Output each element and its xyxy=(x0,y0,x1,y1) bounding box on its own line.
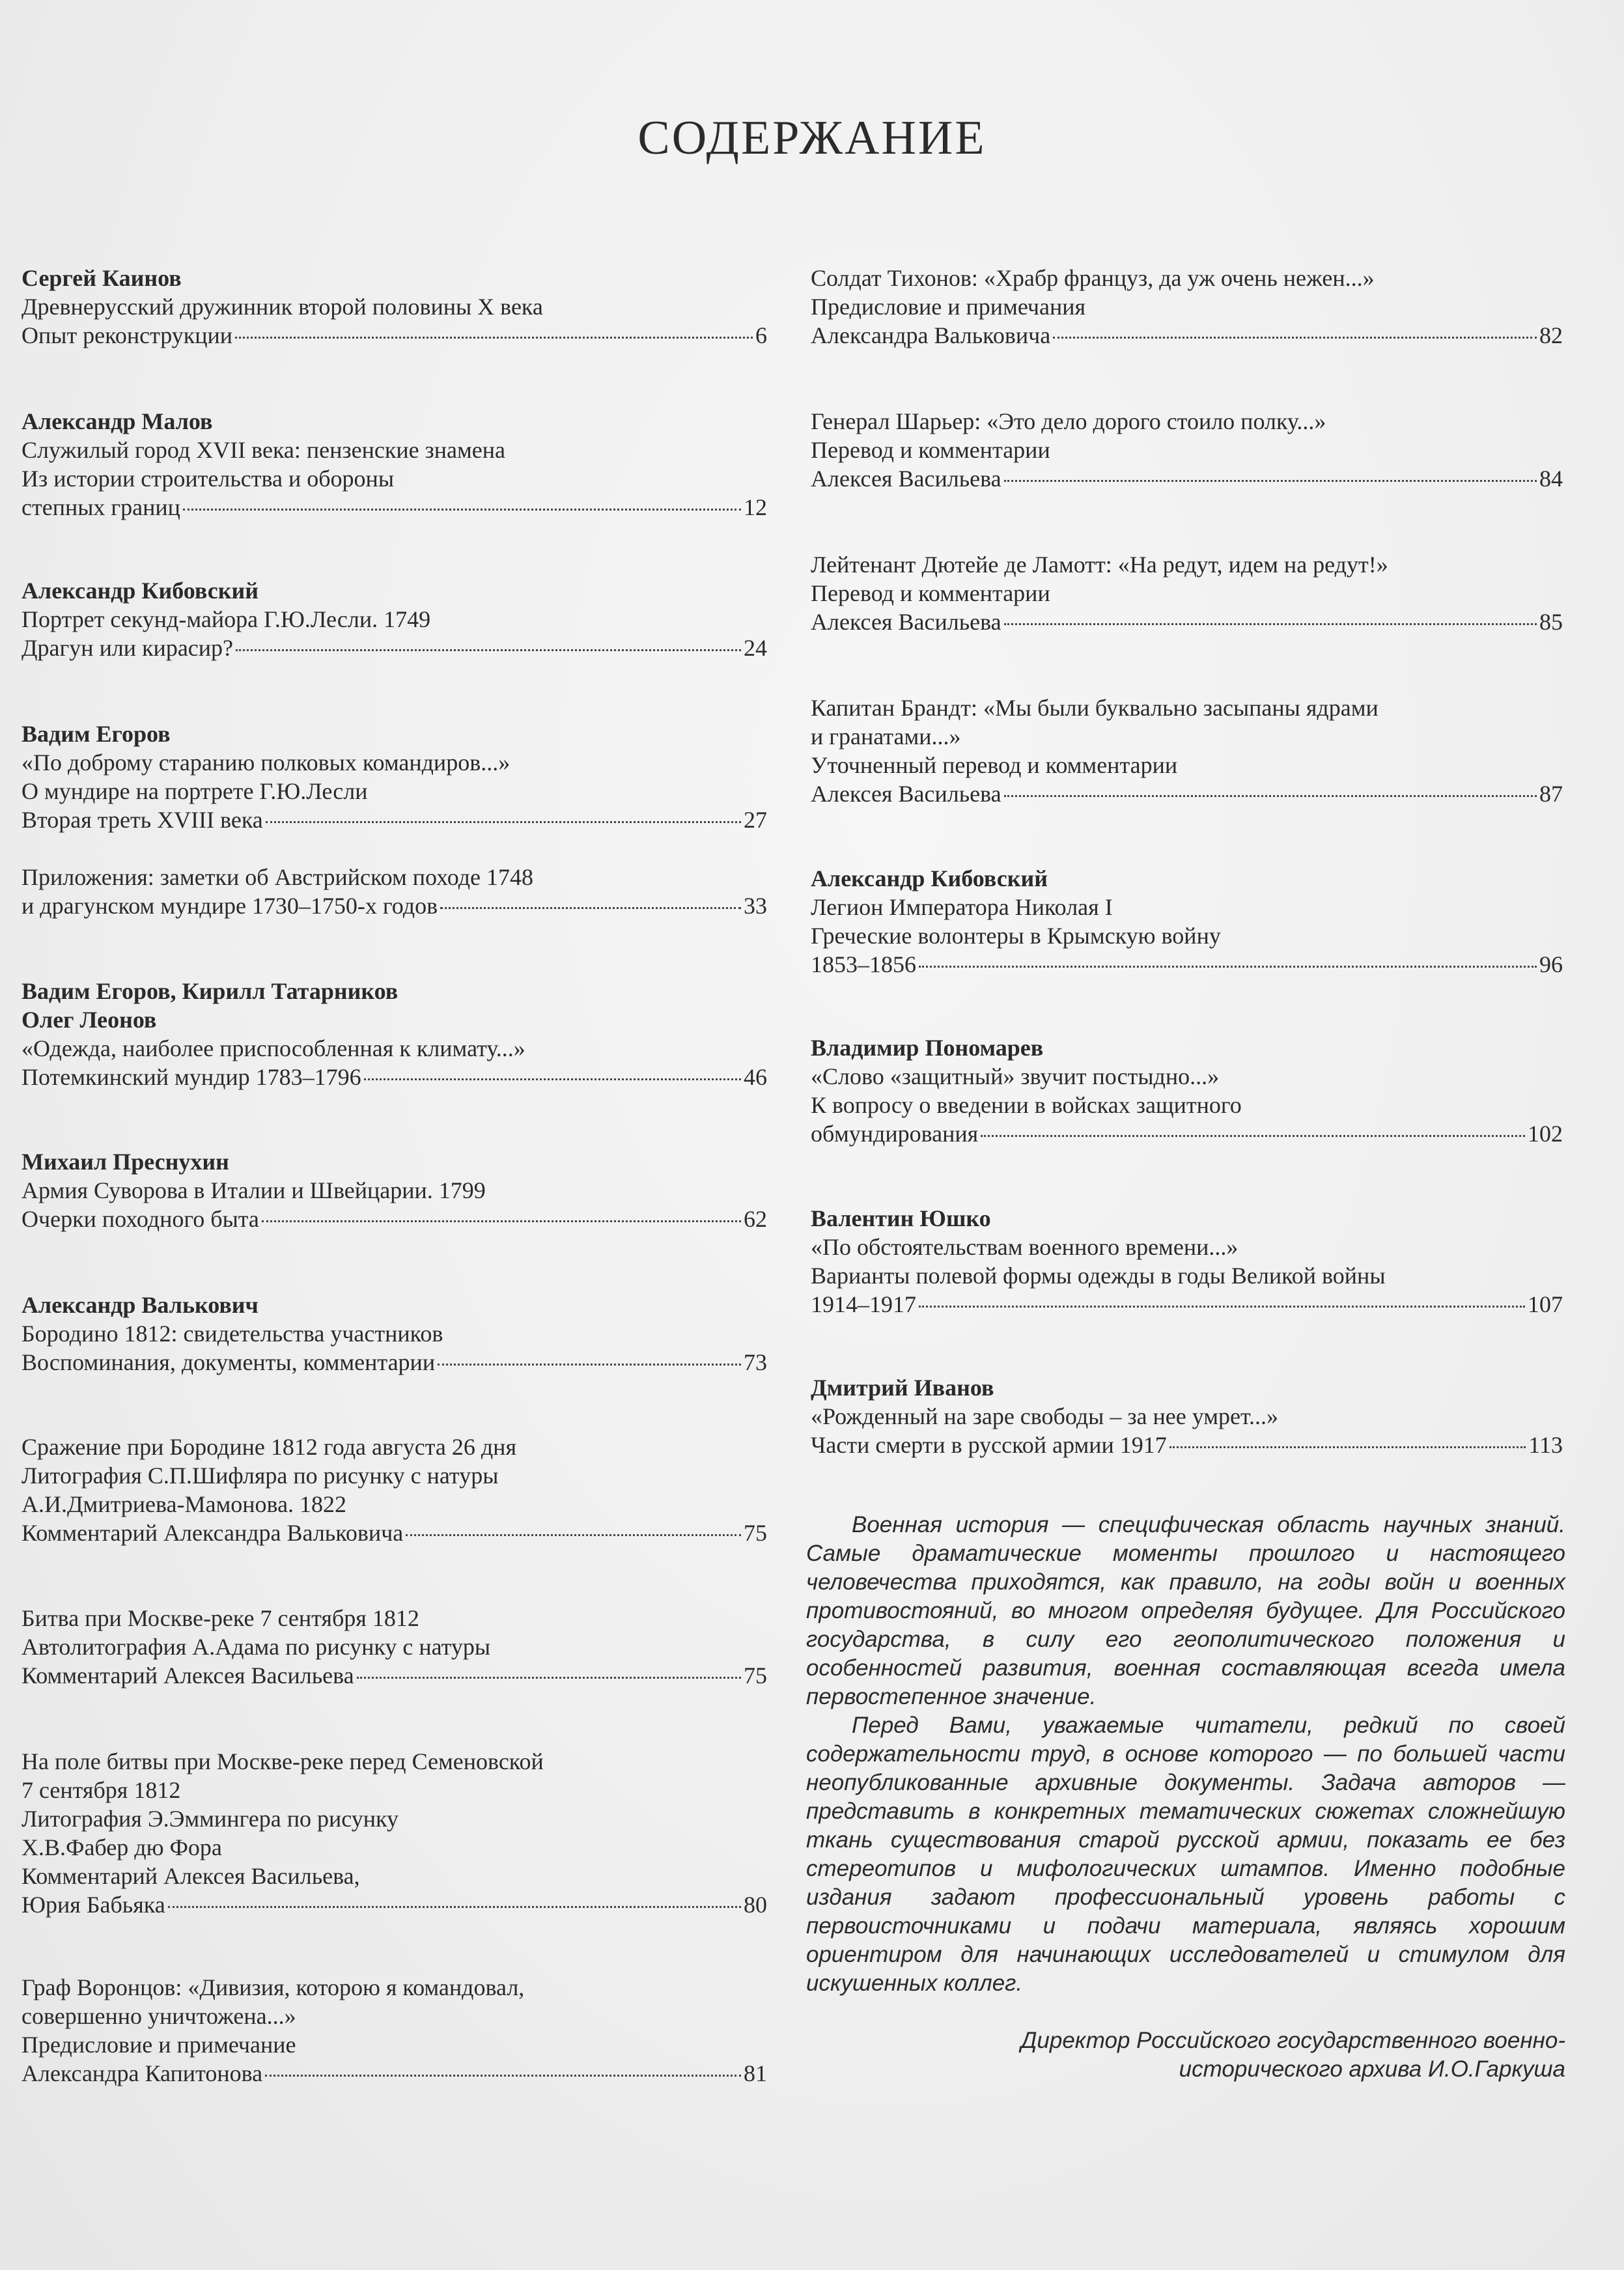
dot-leader xyxy=(440,907,741,909)
toc-title-line: Древнерусский дружинник второй половины X века xyxy=(21,294,543,320)
toc-author: Владимир Пономарев xyxy=(811,1035,1044,1061)
toc-entry xyxy=(21,720,767,834)
toc-entry xyxy=(811,407,1563,493)
page-number: 96 xyxy=(1539,951,1563,977)
toc-title-line: Предисловие и примечание xyxy=(21,2032,296,2058)
toc-title-line: Из истории строительства и обороны xyxy=(21,466,395,492)
dot-leader xyxy=(919,966,1537,968)
toc-author: Александр Валькович xyxy=(21,1292,259,1318)
toc-title-line: Воспоминания, документы, комментарии xyxy=(21,1349,436,1375)
toc-author: Вадим Егоров xyxy=(21,721,171,747)
toc-title-line: Служилый город XVII века: пензенские знамена xyxy=(21,437,506,463)
toc-title-line: На поле битвы при Москве-реке перед Семеновской xyxy=(21,1748,544,1774)
toc-title-line: Комментарий Алексея Васильева xyxy=(21,1662,354,1688)
toc-page-line xyxy=(21,1661,767,1690)
page-number: 6 xyxy=(755,322,767,348)
foreword-paragraph-2: Перед Вами, уважаемые читатели, редкий по своей содержательности труд, в основе которого — по большей части неопубликованные архивные документы. Задача авторов — представить в конкретных тематических сюжетах сложнейшую ткань существования старой русской армии, показать ее без стереотипов и мифологических штампов. Именно подобные издания задают профессиональный уровень работы с первоисточниками и подачи материала, являясь хорошим ориентиром для начинающих исследователей и стимулом для искушенных коллег. xyxy=(806,1713,1565,1996)
page-number: 75 xyxy=(744,1520,767,1546)
foreword xyxy=(806,1511,1565,1998)
dot-leader xyxy=(981,1135,1525,1137)
dot-leader xyxy=(183,509,741,511)
toc-title-line: Генерал Шарьер: «Это дело дорого стоило полку...» xyxy=(811,408,1326,434)
page-number: 113 xyxy=(1528,1432,1563,1458)
toc-author: Михаил Преснухин xyxy=(21,1149,229,1175)
toc-title-line: К вопросу о введении в войсках защитного xyxy=(811,1092,1242,1118)
toc-title-line: Алексея Васильева xyxy=(811,466,1001,492)
toc-page-line xyxy=(21,493,767,522)
dot-leader xyxy=(1004,795,1537,797)
dot-leader xyxy=(364,1078,741,1080)
toc-entry xyxy=(21,1604,767,1690)
toc-page-line xyxy=(811,608,1563,636)
toc-title-line: совершенно уничтожена...» xyxy=(21,2003,296,2029)
toc-author: Сергей Каинов xyxy=(21,265,182,291)
toc-title-line: Юрия Бабьяка xyxy=(21,1892,165,1918)
toc-page-line xyxy=(21,806,767,834)
dot-leader xyxy=(236,649,741,651)
page-number: 85 xyxy=(1539,609,1563,635)
toc-page-line xyxy=(21,2059,767,2088)
toc-title-line: Солдат Тихонов: «Храбр француз, да уж очень нежен...» xyxy=(811,265,1375,291)
toc-title-line: Потемкинский мундир 1783–1796 xyxy=(21,1064,361,1090)
toc-author: Александр Кибовский xyxy=(21,578,259,604)
toc-author: Олег Леонов xyxy=(21,1007,157,1033)
dot-leader xyxy=(1004,623,1537,625)
toc-entry xyxy=(21,1291,767,1377)
dot-leader xyxy=(168,1906,741,1908)
toc-page-line xyxy=(21,1063,767,1091)
toc-page-line xyxy=(21,1890,767,1919)
toc-title-line: Греческие волонтеры в Крымскую войну xyxy=(811,923,1221,949)
toc-title-line: Александра Вальковича xyxy=(811,322,1051,348)
toc-entry xyxy=(811,1373,1563,1459)
toc-entry xyxy=(811,264,1563,350)
toc-entry xyxy=(21,576,767,662)
toc-title-line: Граф Воронцов: «Дивизия, которою я командовал, xyxy=(21,1974,525,2000)
toc-entry xyxy=(21,1147,767,1233)
toc-page-line xyxy=(811,464,1563,493)
page-number: 75 xyxy=(744,1662,767,1688)
toc-title-line: Битва при Москве-реке 7 сентября 1812 xyxy=(21,1605,419,1631)
page-number: 73 xyxy=(744,1349,767,1375)
toc-page-line xyxy=(21,1348,767,1377)
toc-entry xyxy=(21,1973,767,2088)
dot-leader xyxy=(406,1534,741,1536)
toc-title-line: Уточненный перевод и комментарии xyxy=(811,752,1178,778)
dot-leader xyxy=(262,1220,741,1222)
foreword-signature xyxy=(806,2026,1565,2084)
dot-leader xyxy=(1004,480,1537,482)
toc-entry xyxy=(811,1033,1563,1148)
toc-title-line: Бородино 1812: свидетельства участников xyxy=(21,1321,443,1347)
toc-title-line: обмундирования xyxy=(811,1121,979,1147)
page-number: 87 xyxy=(1539,781,1563,807)
toc-title-line: О мундире на портрете Г.Ю.Лесли xyxy=(21,778,368,804)
signature-line-2: исторического архива И.О.Гаркуша xyxy=(1179,2056,1565,2082)
toc-title-line: «По обстоятельствам военного времени...» xyxy=(811,1234,1239,1260)
toc-page-line xyxy=(811,779,1563,808)
toc-title-line: Очерки походного быта xyxy=(21,1206,259,1232)
page-number: 82 xyxy=(1539,322,1563,348)
toc-page-line xyxy=(21,1519,767,1547)
toc-page-line xyxy=(811,950,1563,979)
toc-entry xyxy=(21,1747,767,1919)
toc-author: Александр Кибовский xyxy=(811,865,1048,891)
toc-entry xyxy=(811,550,1563,636)
toc-title-line: Армия Суворова в Италии и Швейцарии. 1799 xyxy=(21,1177,486,1203)
toc-title-line: Опыт реконструкции xyxy=(21,322,233,348)
toc-entry xyxy=(811,694,1563,808)
toc-title-line: Капитан Брандт: «Мы были буквально засыпаны ядрами xyxy=(811,695,1379,721)
toc-title-line: Драгун или кирасир? xyxy=(21,635,234,661)
page-number: 107 xyxy=(1528,1291,1563,1317)
toc-title-line: «Одежда, наиболее приспособленная к климату...» xyxy=(21,1035,525,1061)
toc-title-line: Предисловие и примечания xyxy=(811,294,1086,320)
toc-page-line xyxy=(811,321,1563,350)
toc-title-line: Сражение при Бородине 1812 года августа 26 дня xyxy=(21,1434,517,1460)
toc-title-line: Х.В.Фабер дю Фора xyxy=(21,1834,222,1860)
toc-title-line: Перевод и комментарии xyxy=(811,437,1050,463)
toc-title-line: Автолитография А.Адама по рисунку с натуры xyxy=(21,1634,491,1660)
page-number: 81 xyxy=(744,2060,767,2086)
dot-leader xyxy=(1169,1446,1526,1448)
toc-page-line xyxy=(811,1431,1563,1459)
toc-title-line: 1914–1917 xyxy=(811,1291,916,1317)
dot-leader xyxy=(235,337,753,339)
toc-title-line: «По доброму старанию полковых командиров...» xyxy=(21,750,511,776)
toc-entry xyxy=(21,407,767,522)
toc-title-line: Литография С.П.Шифляра по рисунку с натуры xyxy=(21,1463,499,1489)
toc-page-line xyxy=(21,321,767,350)
page-number: 80 xyxy=(744,1892,767,1918)
dot-leader xyxy=(357,1677,741,1679)
page-number: 62 xyxy=(744,1206,767,1232)
toc-author: Дмитрий Иванов xyxy=(811,1375,994,1401)
toc-title-line: Литография Э.Эммингера по рисунку xyxy=(21,1806,399,1832)
toc-title-line: Приложения: заметки об Австрийском походе 1748 xyxy=(21,864,534,890)
toc-entry xyxy=(21,863,767,920)
toc-entry xyxy=(21,264,767,350)
toc-title-line: 1853–1856 xyxy=(811,951,916,977)
foreword-paragraph-1: Военная история — специфическая область научных знаний. Самые драматические моменты прошлого и настоящего человечества приходятся, как правило, на годы войн и военных противостояний, во многом определяя будущее. Для Российского государства, в силу его геополитического положения и особенностей развития, военная составляющая всегда имела первостепенное значение. xyxy=(806,1512,1565,1709)
toc-author: Валентин Юшко xyxy=(811,1205,991,1231)
toc-title-line: Алексея Васильева xyxy=(811,609,1001,635)
toc-page-line xyxy=(811,1119,1563,1148)
page-number: 12 xyxy=(744,494,767,520)
page-number: 102 xyxy=(1528,1121,1563,1147)
toc-page-line xyxy=(21,634,767,662)
toc-title-line: Комментарий Александра Вальковича xyxy=(21,1520,404,1546)
toc-entry xyxy=(811,1204,1563,1319)
toc-title-line: 7 сентября 1812 xyxy=(21,1777,181,1803)
toc-title-line: Александра Капитонова xyxy=(21,2060,263,2086)
toc-page-line xyxy=(811,1290,1563,1319)
toc-title-line: Легион Императора Николая I xyxy=(811,894,1113,920)
page-number: 27 xyxy=(744,807,767,833)
toc-title-line: Части смерти в русской армии 1917 xyxy=(811,1432,1167,1458)
toc-title-line: «Рожденный на заре свободы – за нее умрет...» xyxy=(811,1403,1279,1429)
toc-title-line: степных границ xyxy=(21,494,180,520)
page-number: 84 xyxy=(1539,466,1563,492)
toc-title-line: Алексея Васильева xyxy=(811,781,1001,807)
toc-title-line: А.И.Дмитриева-Мамонова. 1822 xyxy=(21,1491,347,1517)
toc-title-line: и гранатами...» xyxy=(811,723,961,750)
dot-leader xyxy=(919,1306,1525,1308)
toc-title-line: Варианты полевой формы одежды в годы Великой войны xyxy=(811,1263,1386,1289)
toc-page-line xyxy=(21,891,767,920)
page-title: СОДЕРЖАНИЕ xyxy=(637,111,987,165)
toc-page-line xyxy=(21,1205,767,1233)
toc-title-line: Лейтенант Дютейе де Ламотт: «На редут, идем на редут!» xyxy=(811,552,1388,578)
dot-leader xyxy=(266,821,741,823)
dot-leader xyxy=(1053,337,1537,339)
toc-title-line: «Слово «защитный» звучит постыдно...» xyxy=(811,1063,1220,1089)
toc-title-line: Комментарий Алексея Васильева, xyxy=(21,1863,360,1889)
toc-title-line: и драгунском мундире 1730–1750-х годов xyxy=(21,893,438,919)
page-number: 24 xyxy=(744,635,767,661)
signature-line-1: Директор Российского государственного военно- xyxy=(1020,2028,1565,2053)
toc-author: Вадим Егоров, Кирилл Татарников xyxy=(21,978,399,1004)
toc-entry xyxy=(21,1433,767,1547)
toc-entry xyxy=(811,864,1563,979)
toc-entry xyxy=(21,977,767,1091)
toc-title-line: Вторая треть XVIII века xyxy=(21,807,263,833)
page-number: 46 xyxy=(744,1064,767,1090)
page-number: 33 xyxy=(744,893,767,919)
dot-leader xyxy=(265,2075,741,2077)
dot-leader xyxy=(438,1364,741,1366)
toc-title-line: Портрет секунд-майора Г.Ю.Лесли. 1749 xyxy=(21,606,431,632)
toc-author: Александр Малов xyxy=(21,408,213,434)
toc-title-line: Перевод и комментарии xyxy=(811,580,1050,606)
